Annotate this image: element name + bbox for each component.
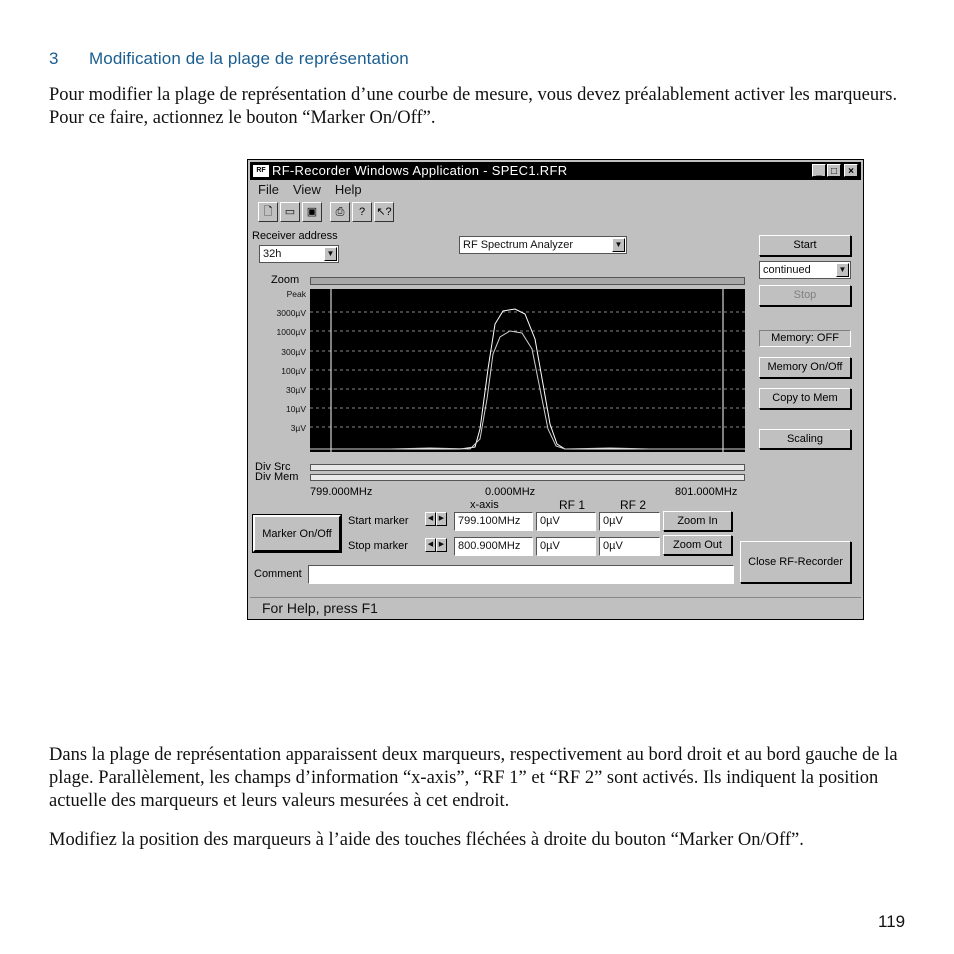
rf1-header: RF 1 [559,498,586,512]
menu-bar [258,182,376,198]
instruction-paragraph: Modifiez la position des marqueurs à l’aide des touches fléchées à droite du bouton “Marker On/Off”. [49,830,804,850]
run-mode-value: continued [763,264,811,276]
close-window-button[interactable]: × [844,164,858,177]
status-bar: For Help, press F1 [250,597,861,617]
print-icon[interactable]: ⎙ [330,202,350,222]
close-rf-recorder-button[interactable]: Close RF-Recorder [740,541,851,583]
help-icon[interactable]: ? [352,202,372,222]
copy-to-mem-button[interactable]: Copy to Mem [759,388,851,409]
freq-right-label: 801.000MHz [675,486,738,498]
stop-button[interactable]: Stop [759,285,851,306]
freq-center-label: 0.000MHz [485,486,536,498]
app-icon: RF [253,165,269,177]
receiver-address-select[interactable] [259,245,339,263]
memory-toggle-button[interactable]: Memory On/Off [759,357,851,378]
y-tick-peak: Peak [286,289,306,299]
menu-view[interactable]: View [292,182,321,197]
explanation-paragraph: Dans la plage de représentation apparaissent deux marqueurs, respectivement au bord droit et au bord gauche de la plage. Parallèlement, les champs d’information “x-axis”, “RF 1” et “RF 2” sont activés. Ils indiquent la position actuelle des marqueurs et leurs valeurs mesurées à cet endroit. [49,745,898,811]
div-mem-bar [310,474,745,481]
start-rf2-field: 0µV [599,512,660,531]
stop-rf1-field: 0µV [536,537,596,556]
mode-select[interactable] [459,236,627,254]
y-tick-3000: 3000µV [276,308,306,318]
start-x-field: 799.100MHz [454,512,533,531]
marker-on-off-button[interactable]: Marker On/Off [253,515,341,552]
arrow-right-icon[interactable]: ▶ [436,512,447,526]
arrow-left-icon[interactable]: ◀ [425,538,436,552]
intro-paragraph: Pour modifier la plage de représentation d’une courbe de mesure, vous devez préalablement activer les marqueurs. Pour ce faire, actionnez le bouton “Marker On/Off”. [49,85,898,128]
receiver-address-label: Receiver address [252,230,338,242]
save-icon[interactable]: ▣ [302,202,322,222]
maximize-button[interactable]: □ [827,164,841,177]
scaling-button[interactable]: Scaling [759,429,851,449]
section-heading [49,49,409,69]
stop-marker-label: Stop marker [348,540,408,552]
chevron-down-icon[interactable]: ▼ [612,238,625,252]
y-tick-300: 300µV [281,347,306,357]
receiver-address-value: 32h [263,248,282,260]
spectrum-trace-1 [310,309,745,449]
stop-x-field: 800.900MHz [454,537,533,556]
y-tick-30: 30µV [285,385,306,395]
y-tick-1000: 1000µV [276,327,306,337]
div-mem-label: Div Mem [255,471,299,483]
spectrum-plot[interactable] [310,289,745,452]
rf2-header: RF 2 [620,498,647,512]
window-title: RF-Recorder Windows Application - SPEC1.RFR [272,163,568,178]
zoom-out-button[interactable]: Zoom Out [663,535,732,555]
memory-status: Memory: OFF [759,330,851,347]
zoom-in-button[interactable]: Zoom In [663,511,732,531]
comment-label: Comment [254,568,302,580]
section-number: 3 [49,49,59,68]
x-axis-header: x-axis [470,499,499,511]
start-marker-spinner [425,512,447,526]
minimize-button[interactable]: _ [812,164,826,177]
app-window [247,159,864,620]
y-tick-100: 100µV [281,366,306,376]
comment-input[interactable] [308,565,734,584]
stop-rf2-field: 0µV [599,537,660,556]
arrow-left-icon[interactable]: ◀ [425,512,436,526]
new-file-icon[interactable]: 🗋 [258,202,278,222]
context-help-icon[interactable]: ↖? [374,202,394,222]
y-tick-10: 10µV [285,404,306,414]
menu-help[interactable]: Help [334,182,362,197]
run-mode-select[interactable] [759,261,851,279]
start-marker-label: Start marker [348,515,409,527]
y-tick-3: 3µV [290,423,306,433]
stop-marker-spinner [425,538,447,552]
mode-value: RF Spectrum Analyzer [463,239,574,251]
section-title: Modification de la plage de représentation [89,49,409,68]
div-src-label: Div Src [255,461,291,473]
spectrum-svg [310,289,745,452]
chevron-down-icon[interactable]: ▼ [324,247,337,261]
start-rf1-field: 0µV [536,512,596,531]
freq-left-label: 799.000MHz [310,486,373,498]
chevron-down-icon[interactable]: ▼ [836,263,849,277]
zoom-label: Zoom [271,274,300,286]
menu-file[interactable]: File [258,182,279,197]
title-bar [250,162,861,180]
div-src-bar [310,464,745,471]
start-button[interactable]: Start [759,235,851,256]
open-folder-icon[interactable]: ▭ [280,202,300,222]
arrow-right-icon[interactable]: ▶ [436,538,447,552]
spectrum-trace-2 [310,331,745,449]
zoom-bar[interactable] [310,277,745,285]
page-number: 119 [878,912,906,931]
